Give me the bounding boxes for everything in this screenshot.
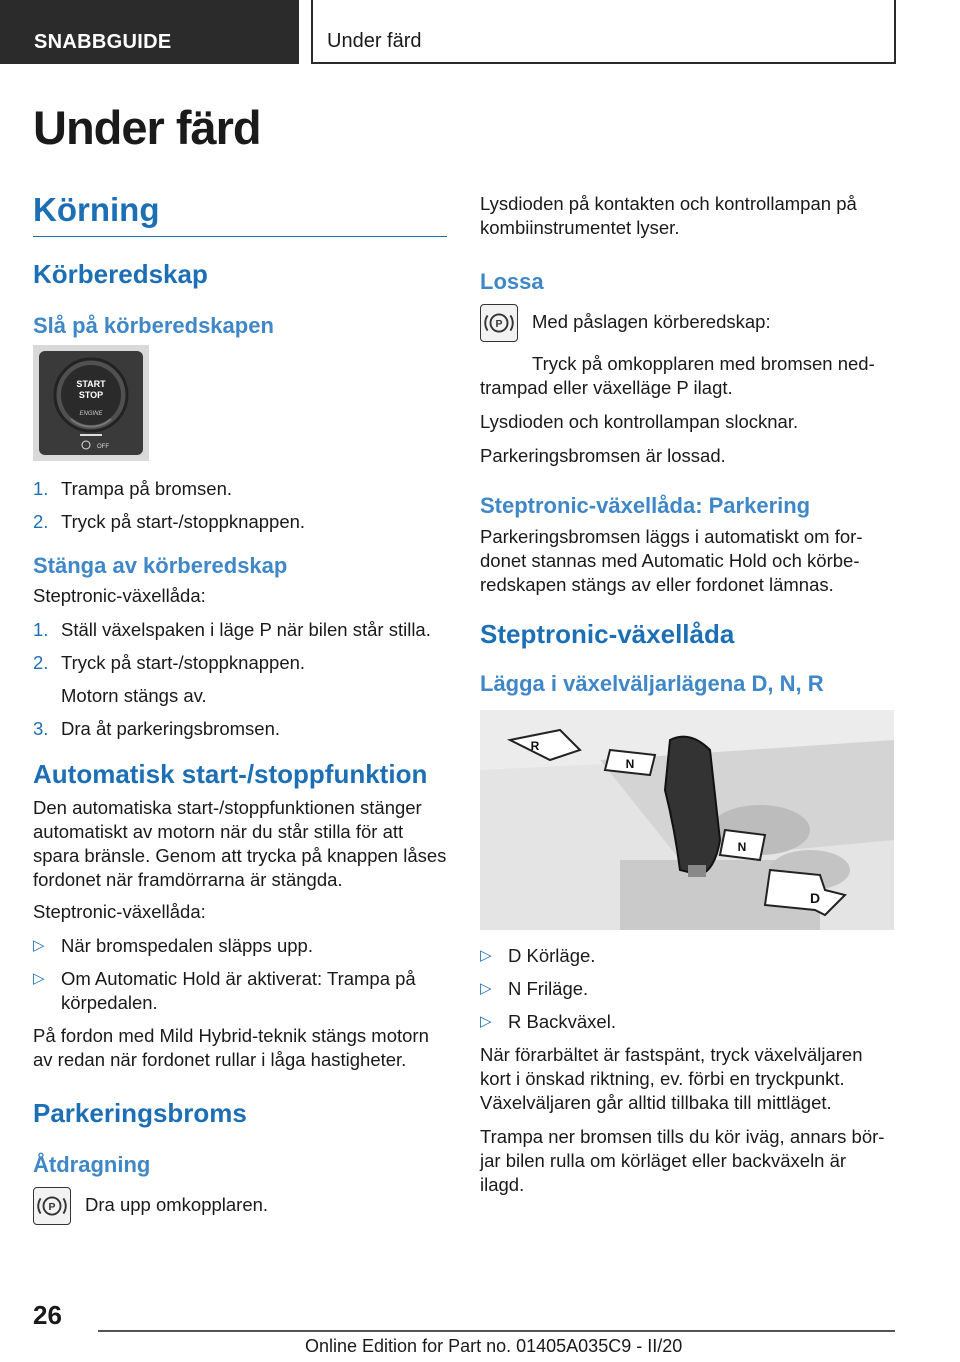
auto-bullets <box>33 934 447 1015</box>
gear-label-n-bottom: N <box>737 839 747 854</box>
bullet-triangle-icon: ▷ <box>480 946 492 964</box>
gear-paragraph-2: Trampa ner bromsen tills du kör iväg, annars börjar bilen rulla om körläget eller backväxeln är ilagd. <box>480 1125 885 1195</box>
bullet-triangle-icon: ▷ <box>33 969 45 987</box>
lossa-paragraph-2: Lysdioden och kontrollampan slocknar. <box>480 410 799 432</box>
heading-korning: Körning <box>33 190 447 237</box>
stop-label: STOP <box>78 390 104 401</box>
auto-paragraph-1: Den automatiska start-/stoppfunktionen stänger automatiskt av motorn när du står stilla för att spara bränsle. Genom att trycka på knappen låses fordonet när framdörrarna är stängda. <box>33 796 447 890</box>
heading-steptronic: Steptronic-växellåda <box>480 619 735 649</box>
list-item: ▷ D Körläge. <box>480 944 596 966</box>
header-section-tab <box>0 0 299 64</box>
sla-pa-steps <box>33 477 447 534</box>
heading-parkeringsbroms: Parkeringsbroms <box>33 1097 247 1128</box>
heading-korberedskap: Körberedskap <box>33 258 208 289</box>
heading-sla-pa: Slå på körberedskapen <box>33 312 274 338</box>
lossa-paragraph-3: Parkeringsbromsen är lossad. <box>480 444 726 466</box>
heading-stanga: Stänga av körberedskap <box>33 553 288 579</box>
off-label: OFF <box>97 444 109 451</box>
lossa-line-2: Tryck på omkopplaren med bromsen nedtrampad eller växelläge P ilagt. <box>480 352 875 398</box>
heading-lagga-i: Lägga i växelväljarlägena D, N, R <box>480 671 824 697</box>
page-title: Under färd <box>33 101 261 154</box>
heading-automatisk: Automatisk start-/stoppfunktion <box>33 758 428 789</box>
parkering-text: Parkeringsbromsen läggs i automatiskt om fordonet stannas med Automatic Hold och körberedskapen stängs av eller fordonet lämnas. <box>480 526 863 595</box>
footer-edition: Online Edition for Part no. 01405A035C9 - II/20 <box>305 1336 683 1356</box>
gear-bullets <box>480 944 894 1034</box>
bullet-triangle-icon: ▷ <box>33 936 45 954</box>
header-chapter-tab <box>311 0 896 64</box>
auto-paragraph-2: Steptronic-växellåda: <box>33 900 206 922</box>
auto-paragraph-3: På fordon med Mild Hybrid-teknik stängs motorn av redan när fordonet rullar i låga hastigheter. <box>33 1024 429 1070</box>
right-column <box>480 192 894 1197</box>
list-item: 2. Tryck på start-/stoppknappen. Motorn stängs av. <box>33 651 306 706</box>
lossa-instruction: P Med påslagen körberedskap: <box>480 310 894 346</box>
left-column <box>33 190 447 1229</box>
atdragning-instruction: P Dra upp omkopplaren. <box>33 1193 447 1229</box>
footer-divider <box>98 1330 895 1332</box>
list-item: ▷ När bromspedalen släpps upp. <box>33 934 313 956</box>
parking-brake-icon <box>480 304 518 342</box>
list-item: 3. Dra åt parkeringsbromsen. <box>33 717 281 739</box>
parking-brake-icon <box>33 1187 71 1225</box>
svg-text:P: P <box>48 1201 56 1213</box>
bullet-triangle-icon: ▷ <box>480 979 492 997</box>
engine-label: ENGINE <box>79 411 103 418</box>
svg-text:P: P <box>495 318 503 330</box>
header-chapter-label: Under färd <box>327 30 422 52</box>
gear-selector-image <box>480 710 894 930</box>
start-label: START <box>76 379 106 390</box>
heading-lossa: Lossa <box>480 269 544 294</box>
list-item: 1. Trampa på bromsen. <box>33 478 233 500</box>
led-text: Lysdioden på kontakten och kontrollampan på kombiinstrumentet lyser. <box>480 193 857 238</box>
list-item: 2. Tryck på start-/stoppknappen. <box>33 511 306 533</box>
bullet-triangle-icon: ▷ <box>480 1012 492 1030</box>
gear-paragraph-1: När förarbältet är fastspänt, tryck växelväljaren kort i önskad riktning, ev. förbi en tryckpunkt. Växelväljaren går alltid tillbaka till mittläget. <box>480 1043 863 1113</box>
gear-label-n-top: N <box>625 756 635 771</box>
gear-label-d: D <box>809 889 821 906</box>
list-item: 1. Ställ växelspaken i läge P när bilen står stilla. <box>33 618 431 640</box>
gear-label-r: R <box>530 738 540 753</box>
list-item: ▷ N Friläge. <box>480 977 589 999</box>
list-item: ▷ Om Automatic Hold är aktiverat: Trampa på körpedalen. <box>33 967 416 1013</box>
stanga-intro: Steptronic-växellåda: <box>33 584 206 606</box>
list-item: ▷ R Backväxel. <box>480 1010 616 1032</box>
heading-atdragning: Åtdragning <box>33 1152 151 1178</box>
stanga-steps <box>33 618 447 741</box>
header-section-label: SNABBGUIDE <box>34 31 172 53</box>
page-number: 26 <box>33 1300 62 1330</box>
heading-steptronic-parkering: Steptronic-växellåda: Parkering <box>480 492 811 518</box>
start-stop-button-image <box>33 345 149 461</box>
